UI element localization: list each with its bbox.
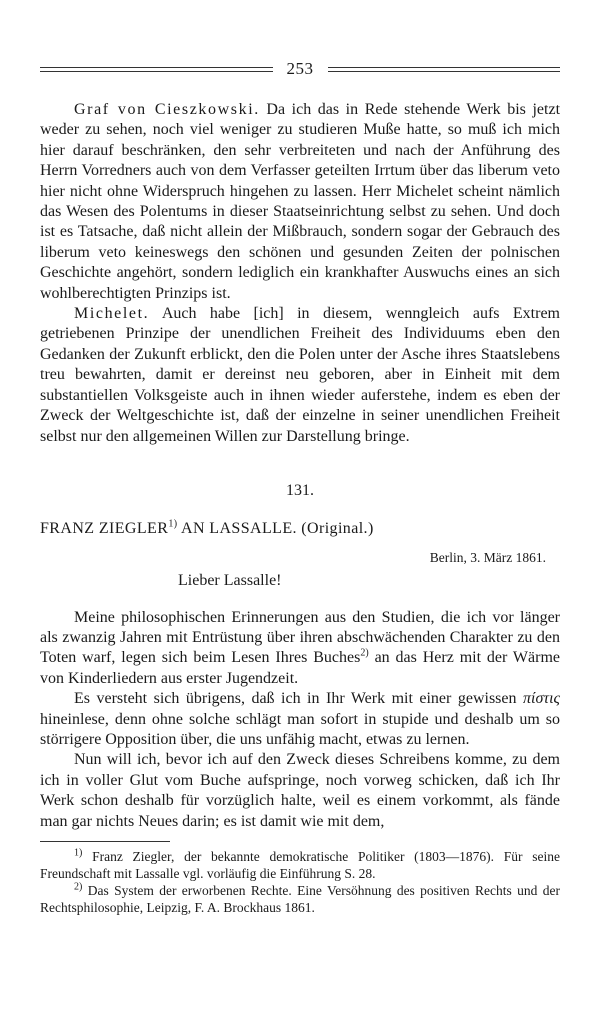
paragraph-cieszkowski xyxy=(40,100,560,304)
footnote-text: Franz Ziegler, der bekannte demokratische Politiker (1803—1876). Für seine Freundschaft mit Lassalle vgl. vorläufig die Einführung S. 28. xyxy=(40,849,561,881)
footnote-mark: 2) xyxy=(74,881,83,893)
page-header xyxy=(40,58,560,80)
paragraph-text: Auch habe [ich] in diesem, wenngleich aufs Extrem getriebenen Prinzipe der unendlichen Freiheit des Individuums eben den Gedanken der Zukunft erblickt, den die Polen unter der Asche ihres Staatslebens treu bewahrten, damit er dereinst neu geboren, aber in Einheit mit dem substantiellen Volksgeiste auch in ihnen wieder auferstehe, indem es eben der Zweck der Weltgeschichte ist, daß der einzelne in seiner unendlichen Freiheit selbst nur den allgemeinen Willen zur Darstellung bringe. xyxy=(40,305,560,445)
footnote-1 xyxy=(40,848,560,882)
letter-salutation: Lieber Lassalle! xyxy=(178,572,282,590)
footnote-mark: 1) xyxy=(74,847,83,859)
footnotes xyxy=(40,848,560,916)
letter-title-rest: AN LASSALLE. (Original.) xyxy=(180,520,374,538)
paragraph-text: Meine philosophischen Erinnerungen aus den Studien, die ich vor länger als zwanzig Jahren mit Entrüstung über ihren abschwächenden Charakter zu den Toten warf, legen sich beim Lesen Ihres Buches xyxy=(40,608,560,667)
letter-number: 131. xyxy=(286,481,314,499)
letter-paragraph-2 xyxy=(40,689,560,750)
footnote-2 xyxy=(40,882,560,916)
footnote-ref: 2) xyxy=(360,648,369,660)
paragraph-text: hineinlese, denn ohne solche schlägt man sofort in stupide und deshalb um so störrigere Opposition über, die uns unfähig macht, etwas zu lernen. xyxy=(40,710,560,748)
footnote-ref: 1) xyxy=(168,518,178,530)
greek-word: πίστις xyxy=(523,690,561,708)
letter-paragraph-3: Nun will ich, bevor ich auf den Zweck dieses Schreibens komme, zu dem ich in voller Glut vom Buche aufspringe, noch vorweg schicken, daß ich Ihr Werk schon deshalb für vorzüglich halte, weil es einem vorkommt, als fände man gar nichts Neues darin; es ist damit wie mit dem, xyxy=(40,751,560,830)
header-rule-right xyxy=(328,67,561,72)
paragraph-michelet xyxy=(40,304,560,447)
header-rule-left xyxy=(40,67,273,72)
paragraph-text: Da ich das in Rede stehende Werk bis jetzt weder zu sehen, noch viel weniger zu studieren Muße hatte, so muß ich mich hier darauf beschränken, den sehr verbreiteten und nach der Anführung des Herrn Vorredners auch von dem Verfasser geteilten Irrtum über das liberum veto hier nicht ohne Widerspruch hingehen zu lassen. Herr Michelet scheint nämlich das Wesen des Polentums in dieser Staatseinrichtung selbst zu sehen. Und doch ist es Tatsache, daß nicht allein der Mißbrauch, sondern sogar der Gebrauch des liberum veto keineswegs den schönen und gesunden Zeiten der polnischen Geschichte angehört, sondern lediglich ein krankhafter Auswuchs eines an sich wohlberechtigten Prinzips ist. xyxy=(40,101,561,302)
paragraph-text: an das Herz mit der Wärme von Kinderliedern aus erster Jugendzeit. xyxy=(40,649,561,687)
speaker-name: Michelet. xyxy=(74,305,150,323)
paragraph-text: Es versteht sich übrigens, daß ich in Ihr Werk mit einer gewissen xyxy=(74,690,517,708)
footnote-rule xyxy=(40,841,170,842)
speaker-name: Graf von Cieszkowski. xyxy=(74,101,260,118)
letter-author: FRANZ ZIEGLER xyxy=(40,520,169,538)
letter-dateline: Berlin, 3. März 1861. xyxy=(429,549,546,565)
letter-title xyxy=(40,519,560,539)
page-number: 253 xyxy=(286,58,314,78)
letter-paragraph-1 xyxy=(40,608,560,690)
footnote-text: Das System der erworbenen Rechte. Eine Versöhnung des positiven Rechts und der Rechtsphilosophie, Leipzig, F. A. Brockhaus 1861. xyxy=(40,883,561,915)
